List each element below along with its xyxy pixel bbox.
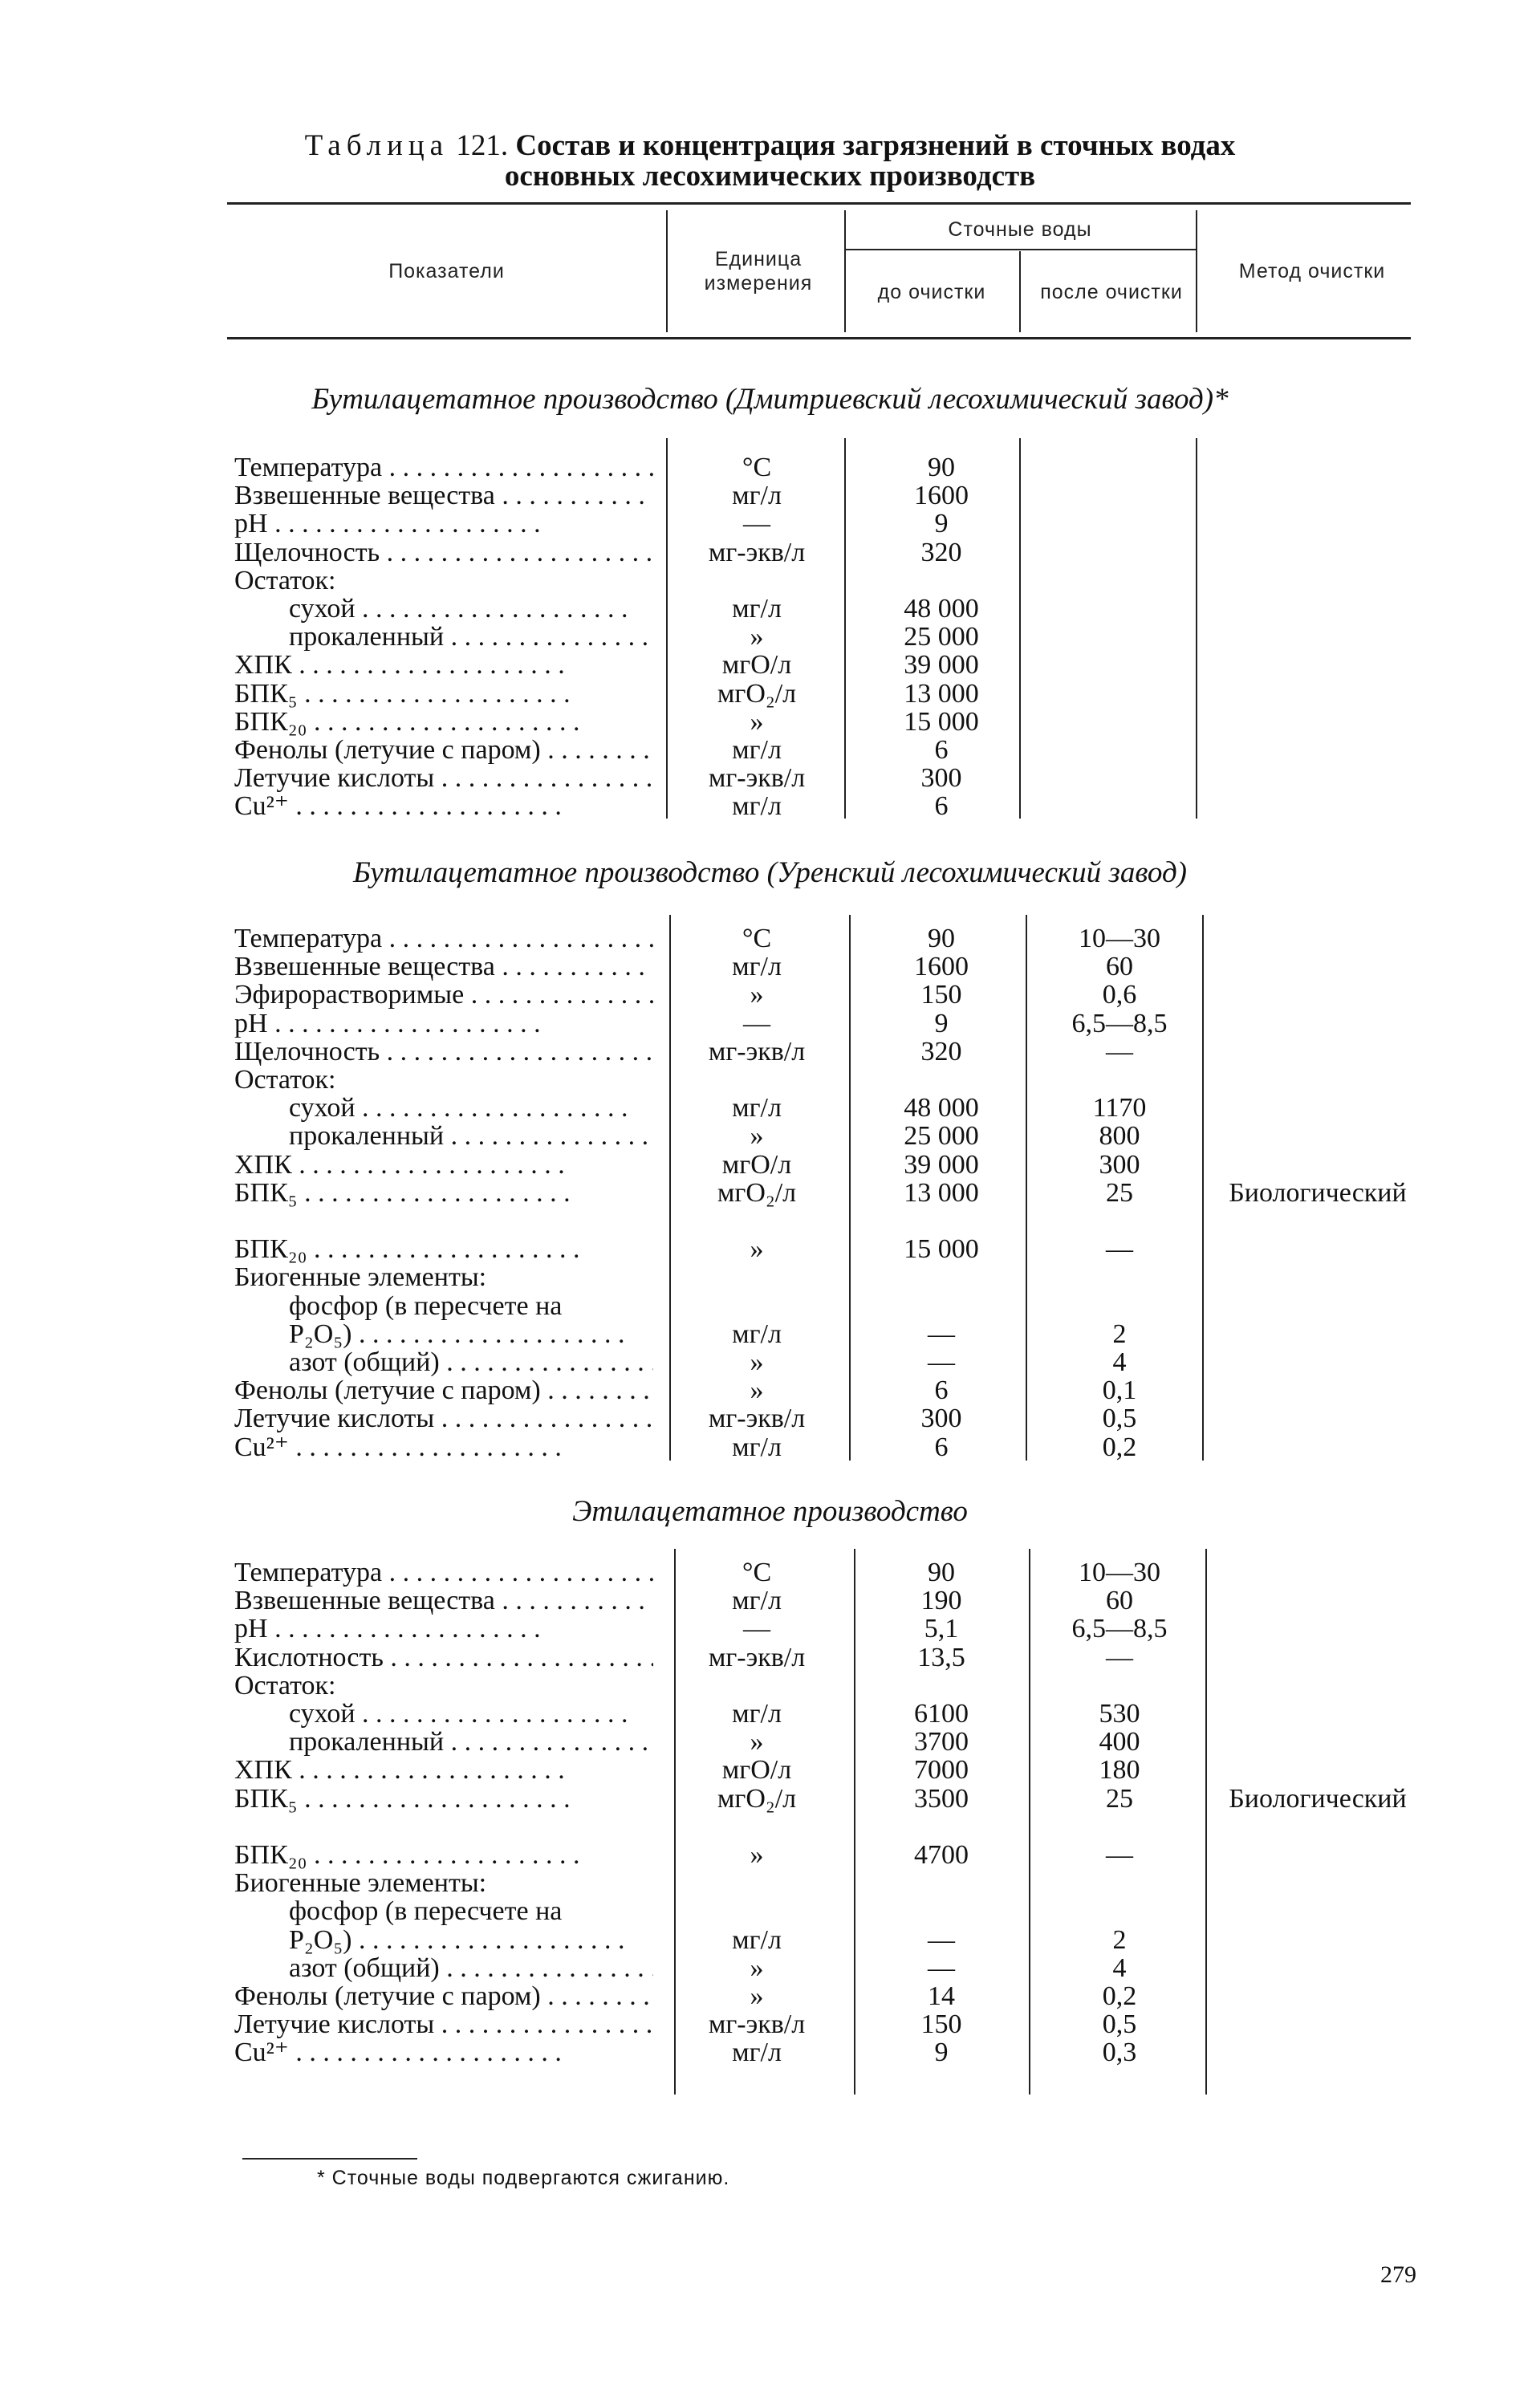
row-unit: °С — [742, 453, 772, 482]
row-unit: мгО₂/л — [717, 1784, 797, 1814]
row-unit: мг-экв/л — [708, 1643, 806, 1672]
row-value-after: 530 — [1099, 1699, 1140, 1729]
row-label: ХПК . . — [234, 1151, 653, 1179]
table-row — [0, 1179, 1540, 1207]
table-row — [0, 1644, 1540, 1672]
row-value-after: 4 — [1112, 1347, 1127, 1377]
row-unit: » — [750, 1234, 764, 1264]
row-label: ХПК . . — [234, 1756, 653, 1784]
row-label: рН . . — [234, 510, 653, 538]
row-label: Эфирорастворимые . . — [234, 981, 653, 1009]
row-value-before: 320 — [920, 1037, 962, 1067]
table-row — [0, 1587, 1540, 1615]
section-title: Бутилацетатное производство (Дмитриевский лесохимический завод)* — [311, 383, 1229, 416]
row-label: азот (общий) . . — [289, 1348, 653, 1376]
row-value-after: 0,2 — [1102, 1432, 1137, 1462]
row-unit: °С — [742, 924, 772, 953]
table-row — [0, 481, 1540, 510]
row-unit: » — [750, 1981, 764, 2011]
row-label: Кислотность . . — [234, 1644, 653, 1672]
table-row — [0, 595, 1540, 623]
row-label: Фенолы (летучие с паром) . . — [234, 1376, 653, 1404]
table-row — [0, 2010, 1540, 2038]
row-label: Биогенные элементы: — [234, 1869, 487, 1897]
caption-lead: Таблица — [304, 129, 449, 162]
row-value-before: 6 — [934, 1432, 949, 1462]
row-value-after: — — [1106, 1234, 1133, 1264]
row-label: P₂O₅) . . — [289, 1926, 653, 1954]
row-label: БПК₅ . . — [234, 1179, 653, 1207]
header-divider — [1019, 251, 1021, 332]
table-row — [0, 953, 1540, 981]
table-row — [0, 1897, 1540, 1925]
row-unit: мг/л — [732, 481, 782, 510]
row-unit: °С — [742, 1558, 772, 1587]
table-row — [0, 680, 1540, 708]
table-row — [0, 981, 1540, 1009]
row-unit: мг/л — [732, 1093, 782, 1123]
row-label: Фенолы (летучие с паром) . . — [234, 1982, 653, 2010]
row-value-before: 300 — [920, 763, 962, 793]
table-row — [0, 708, 1540, 736]
row-label: Остаток: — [234, 567, 336, 595]
row-unit: » — [750, 1840, 764, 1870]
table-row — [0, 792, 1540, 820]
row-unit: » — [750, 1953, 764, 1983]
row-label: P₂O₅) . . — [289, 1320, 653, 1348]
row-value-before: 9 — [934, 1009, 949, 1038]
row-label: Фенолы (летучие с паром) . . — [234, 736, 653, 764]
row-unit: мгО₂/л — [717, 679, 797, 709]
row-unit: мгО/л — [721, 1150, 792, 1180]
row-value-before: 6 — [934, 1375, 949, 1405]
row-label: сухой . . — [289, 1094, 653, 1122]
header-bottom-rule — [227, 337, 1411, 339]
caption-subtitle: основных лесохимических производств — [504, 160, 1036, 193]
row-value-before: 190 — [920, 1586, 962, 1615]
table-row — [0, 1151, 1540, 1179]
row-value-after: 60 — [1106, 952, 1133, 981]
table-row — [0, 453, 1540, 481]
row-unit: мг/л — [732, 952, 782, 981]
row-value-after: 0,6 — [1102, 980, 1137, 1010]
row-value-before: 39 000 — [904, 650, 979, 680]
row-unit: » — [750, 1375, 764, 1405]
caption-number: 121. — [456, 129, 509, 162]
row-unit: мг-экв/л — [708, 2009, 806, 2039]
row-label: Остаток: — [234, 1672, 336, 1700]
row-value-before: 5,1 — [924, 1614, 959, 1644]
row-label: рН . . — [234, 1010, 653, 1038]
row-value-before: 3500 — [914, 1784, 969, 1814]
row-unit: мг/л — [732, 594, 782, 624]
row-label: Взвешенные вещества . . — [234, 481, 653, 510]
row-unit: — — [743, 509, 770, 538]
header-indicators: Показатели — [388, 260, 505, 282]
header-divider — [1196, 210, 1197, 332]
row-unit: мг/л — [732, 1432, 782, 1462]
row-unit: мгО₂/л — [717, 1178, 797, 1208]
row-label: Температура . . — [234, 924, 653, 953]
row-label: Взвешенные вещества . . — [234, 1587, 653, 1615]
table-row — [0, 1122, 1540, 1150]
row-value-before: 1600 — [914, 952, 969, 981]
row-unit: мг/л — [732, 1319, 782, 1349]
row-unit: мгО/л — [721, 1755, 792, 1785]
row-value-after: 0,2 — [1102, 1981, 1137, 2011]
row-label: Остаток: — [234, 1066, 336, 1094]
row-value-before: 13,5 — [917, 1643, 965, 1672]
header-subrule — [844, 249, 1197, 250]
header-top-rule — [227, 202, 1411, 205]
row-value-after: 300 — [1099, 1150, 1140, 1180]
row-value-before: 25 000 — [904, 622, 979, 652]
row-value-before: — — [928, 1953, 955, 1983]
row-value-before: 9 — [934, 2038, 949, 2067]
row-value-before: 13 000 — [904, 1178, 979, 1208]
row-label: ХПК . . — [234, 651, 653, 679]
row-value-before: 48 000 — [904, 1093, 979, 1123]
row-value-before: 4700 — [914, 1840, 969, 1870]
section-title: Этилацетатное производство — [572, 1495, 968, 1528]
header-divider — [666, 210, 668, 332]
row-unit: » — [750, 1347, 764, 1377]
row-value-before: 15 000 — [904, 1234, 979, 1264]
table-row — [0, 1066, 1540, 1094]
row-label: Cu²⁺ . . — [234, 1433, 653, 1461]
row-value-after: 25 — [1106, 1784, 1133, 1814]
table-row — [0, 567, 1540, 595]
row-value-after: 400 — [1099, 1727, 1140, 1757]
table-row — [0, 1207, 1540, 1235]
row-value-before: 90 — [928, 924, 955, 953]
table-row — [0, 1926, 1540, 1954]
row-unit: мг/л — [732, 1586, 782, 1615]
row-label: БПК₂₀ . . — [234, 708, 653, 736]
row-value-before: 25 000 — [904, 1121, 979, 1151]
row-label: Летучие кислоты . . — [234, 2010, 653, 2038]
footnote-rule — [242, 2158, 417, 2160]
row-value-after: 0,5 — [1102, 2009, 1137, 2039]
row-value-after: 10—30 — [1079, 924, 1160, 953]
row-label: рН . . — [234, 1615, 653, 1643]
table-row — [0, 1672, 1540, 1700]
row-unit: мг-экв/л — [708, 1404, 806, 1433]
row-unit: мгО/л — [721, 650, 792, 680]
row-value-after: 6,5—8,5 — [1071, 1009, 1168, 1038]
header-method: Метод очистки — [1238, 260, 1386, 282]
table-row — [0, 1785, 1540, 1813]
row-value-before: — — [928, 1319, 955, 1349]
row-value-before: 13 000 — [904, 679, 979, 709]
row-value-before: 3700 — [914, 1727, 969, 1757]
row-unit: » — [750, 1727, 764, 1757]
row-value-before: 9 — [934, 509, 949, 538]
row-unit: » — [750, 622, 764, 652]
table-row — [0, 1094, 1540, 1122]
row-value-after: 25 — [1106, 1178, 1133, 1208]
row-value-before: 6 — [934, 791, 949, 821]
row-label: фосфор (в пересчете на — [289, 1897, 563, 1925]
row-value-before: — — [928, 1925, 955, 1955]
row-value-before: — — [928, 1347, 955, 1377]
table-row — [0, 1756, 1540, 1784]
table-row — [0, 736, 1540, 764]
row-unit: » — [750, 980, 764, 1010]
row-label: прокаленный . . — [289, 623, 653, 651]
row-value-before: 7000 — [914, 1755, 969, 1785]
row-unit: » — [750, 707, 764, 737]
row-value-after: 4 — [1112, 1953, 1127, 1983]
row-method: Биологический — [1229, 1784, 1407, 1814]
table-row — [0, 1728, 1540, 1756]
row-unit: мг/л — [732, 735, 782, 765]
row-value-before: 300 — [920, 1404, 962, 1433]
row-label: Щелочность . . — [234, 538, 653, 567]
row-unit: мг-экв/л — [708, 538, 806, 567]
row-value-after: 800 — [1099, 1121, 1140, 1151]
table-row — [0, 2038, 1540, 2066]
section-title: Бутилацетатное производство (Уренский лесохимический завод) — [353, 856, 1187, 889]
table-row — [0, 1038, 1540, 1066]
row-value-after: 1170 — [1092, 1093, 1147, 1123]
row-label: БПК₂₀ . . — [234, 1841, 653, 1869]
row-value-before: 6 — [934, 735, 949, 765]
row-unit: мг/л — [732, 1699, 782, 1729]
row-value-after: 0,3 — [1102, 2038, 1137, 2067]
row-label: Температура . . — [234, 1558, 653, 1587]
row-value-after: 0,1 — [1102, 1375, 1137, 1405]
row-value-before: 150 — [920, 980, 962, 1010]
table-row — [0, 1376, 1540, 1404]
row-label: Летучие кислоты . . — [234, 1404, 653, 1432]
row-label: Cu²⁺ . . — [234, 2038, 653, 2066]
row-value-after: — — [1106, 1840, 1133, 1870]
table-row — [0, 623, 1540, 651]
row-unit: мг/л — [732, 791, 782, 821]
row-unit: — — [743, 1614, 770, 1644]
table-row — [0, 1982, 1540, 2010]
row-unit: — — [743, 1009, 770, 1038]
row-value-after: 2 — [1112, 1925, 1127, 1955]
row-label: Взвешенные вещества . . — [234, 953, 653, 981]
row-value-before: 90 — [928, 1558, 955, 1587]
row-label: Cu²⁺ . . — [234, 792, 653, 820]
row-value-after: 2 — [1112, 1319, 1127, 1349]
row-value-before: 90 — [928, 453, 955, 482]
table-row — [0, 1404, 1540, 1432]
row-label: прокаленный . . — [289, 1122, 653, 1150]
row-label: Температура . . — [234, 453, 653, 481]
table-row — [0, 924, 1540, 953]
row-label: Щелочность . . — [234, 1038, 653, 1066]
header-before: до очистки — [877, 280, 986, 303]
row-value-after: — — [1106, 1037, 1133, 1067]
row-unit: мг-экв/л — [708, 763, 806, 793]
row-value-after: — — [1106, 1643, 1133, 1672]
row-label: БПК₅ . . — [234, 680, 653, 708]
footnote: * Сточные воды подвергаются сжиганию. — [317, 2167, 730, 2189]
row-value-before: 48 000 — [904, 594, 979, 624]
page-number: 279 — [1380, 2261, 1416, 2288]
row-value-after: 0,5 — [1102, 1404, 1137, 1433]
row-label: Летучие кислоты . . — [234, 764, 653, 792]
row-label: БПК₅ . . — [234, 1785, 653, 1813]
row-value-before: 15 000 — [904, 707, 979, 737]
header-after: после очистки — [1040, 280, 1183, 303]
table-row — [0, 1954, 1540, 1982]
header-wastewater: Сточные воды — [948, 218, 1092, 241]
row-label: фосфор (в пересчете на — [289, 1292, 563, 1320]
header-unit: Единица измерения — [704, 248, 813, 295]
table-row — [0, 1841, 1540, 1869]
row-value-before: 150 — [920, 2009, 962, 2039]
row-value-after: 6,5—8,5 — [1071, 1614, 1168, 1644]
row-value-before: 14 — [928, 1981, 955, 2011]
table-row — [0, 1869, 1540, 1897]
table-row — [0, 1813, 1540, 1841]
table-row — [0, 1700, 1540, 1728]
row-value-before: 320 — [920, 538, 962, 567]
row-value-before: 1600 — [914, 481, 969, 510]
table-row — [0, 1615, 1540, 1643]
row-unit: мг/л — [732, 1925, 782, 1955]
table-row — [0, 510, 1540, 538]
row-label: БПК₂₀ . . — [234, 1235, 653, 1263]
row-label: прокаленный . . — [289, 1728, 653, 1756]
table-row — [0, 1433, 1540, 1461]
row-value-after: 60 — [1106, 1586, 1133, 1615]
row-value-after: 180 — [1099, 1755, 1140, 1785]
caption-title: Состав и концентрация загрязнений в сточных водах — [515, 129, 1236, 162]
row-unit: мг/л — [732, 2038, 782, 2067]
row-label: Биогенные элементы: — [234, 1263, 487, 1291]
table-row — [0, 1320, 1540, 1348]
row-value-before: 6100 — [914, 1699, 969, 1729]
table-row — [0, 538, 1540, 567]
table-row — [0, 1558, 1540, 1587]
row-unit: мг-экв/л — [708, 1037, 806, 1067]
table-row — [0, 1263, 1540, 1291]
table-row — [0, 1010, 1540, 1038]
table-row — [0, 1348, 1540, 1376]
table-row — [0, 651, 1540, 679]
table-row — [0, 1235, 1540, 1263]
row-unit: » — [750, 1121, 764, 1151]
table-row — [0, 764, 1540, 792]
table-row — [0, 1292, 1540, 1320]
row-method: Биологический — [1229, 1178, 1407, 1208]
row-label: сухой . . — [289, 1700, 653, 1728]
row-label: сухой . . — [289, 595, 653, 623]
row-label: азот (общий) . . — [289, 1954, 653, 1982]
row-value-after: 10—30 — [1079, 1558, 1160, 1587]
row-value-before: 39 000 — [904, 1150, 979, 1180]
